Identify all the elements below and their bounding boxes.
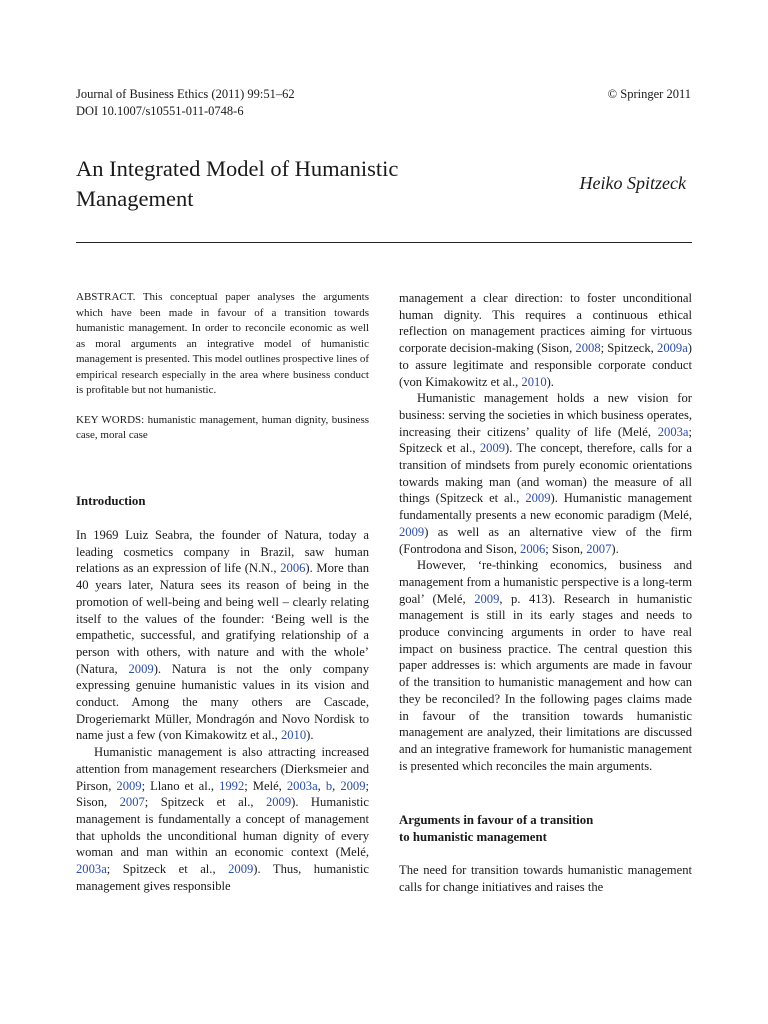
citation-link[interactable]: 2003a <box>76 862 107 877</box>
citation-link[interactable]: 2007 <box>119 795 145 810</box>
section-heading-arguments: Arguments in favour of a transition to humanistic management <box>399 813 594 844</box>
author-name: Heiko Spitzeck <box>579 173 686 193</box>
citation-link[interactable]: 2010 <box>280 728 307 743</box>
copyright-notice: © Springer 2011 <box>607 87 691 101</box>
intro-paragraph-3: Humanistic management holds a new vision for business: serving the societies in which business operates, increasing their citizens’ quality of life (Melé, 2003a; Spitzeck et al., 2009). The concept, therefore, calls for a transition of mindsets from purely economic orientations towards making man (and woman) the measure of all things (Spitzeck et al., 2009). Humanistic management fundamentally presents a new economic paradigm (Melé, 2009) as well as an alternative view of the firm (Fontrodona and Sison, 2006; Sison, 2007). <box>399 391 692 556</box>
citation-link[interactable]: 2009a <box>657 341 688 356</box>
intro-paragraph-2-continued: management a clear direction: to foster unconditional human dignity. This requires a continuous ethical reflection on management practices aiming for virtuous corporate decision-making (Sison, 2008; Spitzeck, 2009a) to assure legitimate and responsible corporate conduct (von Kimakowitz et al., 2010). <box>399 291 692 389</box>
citation-link[interactable]: 1992 <box>219 778 245 793</box>
arguments-paragraph-1: The need for transition towards humanistic management calls for change initiatives and raises the <box>399 863 692 895</box>
keywords: KEY WORDS: humanistic management, human dignity, business case, moral case <box>76 413 369 441</box>
abstract: ABSTRACT. This conceptual paper analyses the arguments which have been made in favour of a transition towards humanistic management. In order to reconcile economic as well as moral arguments an integrative model of humanistic management is presented. This model outlines prospective lines of empirical research especially in the area where business conduct is profitable but not humanistic. <box>76 291 369 396</box>
citation-link[interactable]: 2010 <box>521 374 547 389</box>
journal-citation: Journal of Business Ethics (2011) 99:51–62 <box>76 87 295 101</box>
title-line-1: An Integrated Model of Humanistic <box>76 156 399 182</box>
citation-link[interactable]: 2008 <box>575 341 601 356</box>
title-divider <box>76 242 692 243</box>
doi: DOI 10.1007/s10551-011-0748-6 <box>76 104 244 118</box>
journal-header <box>76 86 295 120</box>
citation-link[interactable]: 2007 <box>586 541 612 556</box>
intro-paragraph-1: In 1969 Luiz Seabra, the founder of Natura, today a leading cosmetics company in Brazil, saw human relations as an expression of life (N.N., 2006). More than 40 years later, Natura sees its reason of being in the promotion of well-being and being well – clearly relating itself to the values of the founder: ‘Being well is the empathetic, successful, and gratifying relationship of a person with others, with nature and with the whole’ (Natura, 2009). Natura is not the only company expressing genuine humanistic values in its vision and conduct. Among the many others are Cascade, Drogeriemarkt Müller, Mondragón and Novo Nordisk to name just a few (von Kimakowitz et al., 2010). <box>76 528 369 743</box>
citation-link[interactable]: 2009 <box>116 778 142 793</box>
citation-link[interactable]: 2009 <box>474 591 500 606</box>
left-column <box>76 290 369 894</box>
citation-link[interactable]: 2009 <box>228 862 254 877</box>
citation-link[interactable]: 2009 <box>479 441 506 456</box>
article-title <box>76 154 496 214</box>
section-heading-introduction: Introduction <box>76 493 146 508</box>
citation-link[interactable]: b <box>325 778 333 793</box>
citation-link[interactable]: 2003a <box>657 424 689 439</box>
citation-link[interactable]: 2006 <box>280 561 306 576</box>
citation-link[interactable]: 2009 <box>399 524 425 539</box>
citation-link[interactable]: 2009 <box>265 795 292 810</box>
citation-link[interactable]: 2009 <box>340 778 366 793</box>
citation-link[interactable]: 2006 <box>520 541 546 556</box>
citation-link[interactable]: 2003a <box>286 778 318 793</box>
citation-link[interactable]: 2009 <box>525 491 551 506</box>
title-line-2: Management <box>76 186 194 212</box>
right-column <box>399 290 692 896</box>
intro-paragraph-4: However, ‘re-thinking economics, business and management from a humanistic perspective is a long-term goal’ (Melé, 2009, p. 413). Research in humanistic management is still in its early stages and needs to produce convincing arguments in order to have real impact on business practice. The central question this paper addresses is: which arguments are made in favour of the transition to humanistic management and how can they be reconciled? In the following pages claims made in favour of the transition towards humanistic management are analyzed, their limitations are discussed and an integrative framework for humanistic management is presented which reconciles the main arguments. <box>399 558 692 773</box>
citation-link[interactable]: 2009 <box>128 661 154 676</box>
intro-paragraph-2: Humanistic management is also attracting increased attention from management researchers (Dierksmeier and Pirson, 2009; Llano et al., 1992; Melé, 2003a, b, 2009; Sison, 2007; Spitzeck et al., 2009). Humanistic management is fundamentally a concept of management that upholds the unconditional human dignity of every woman and man within an economic context (Melé, 2003a; Spitzeck et al., 2009). Thus, humanistic management gives responsible <box>76 745 370 893</box>
